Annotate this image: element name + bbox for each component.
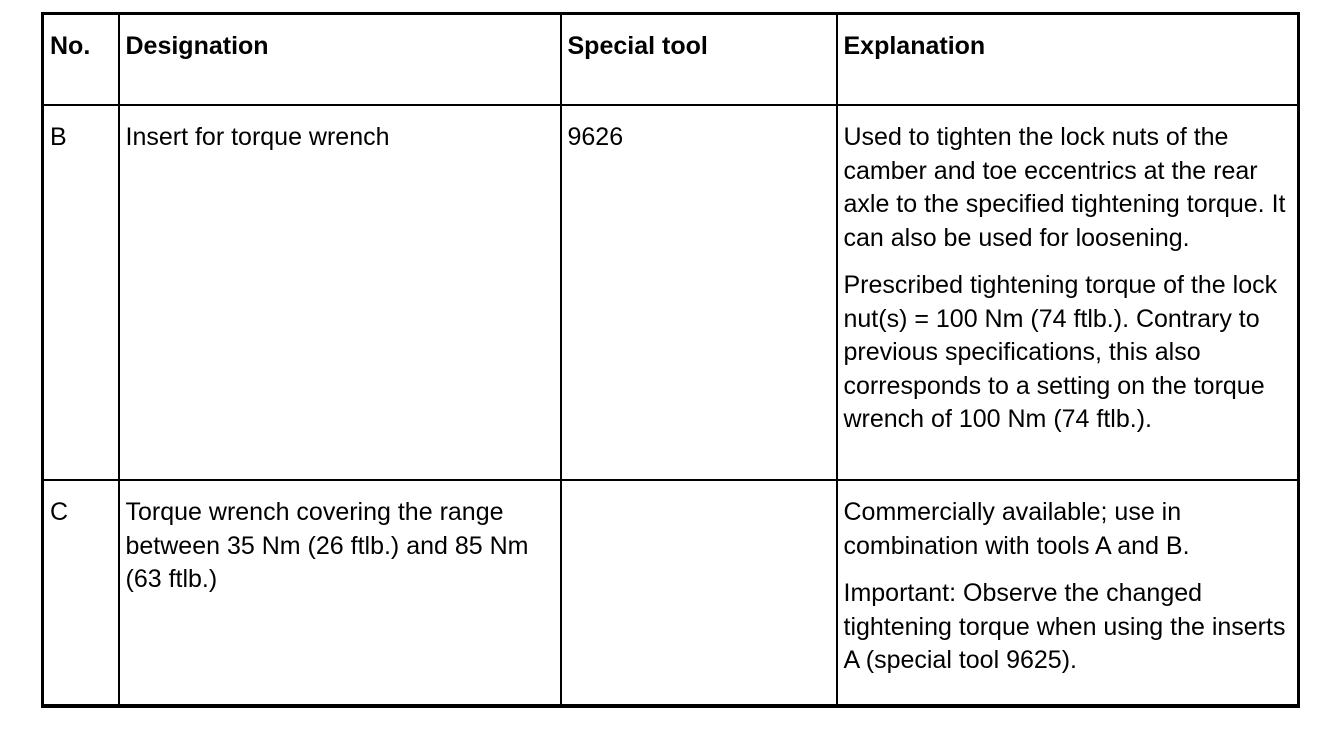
header-no: No. [43, 14, 119, 106]
cell-no: B [43, 105, 119, 480]
explanation-paragraph: Commercially available; use in combination with tools A and B. [843, 498, 1190, 560]
explanation-paragraph: Prescribed tightening torque of the lock nut(s) = 100 Nm (74 ftlb.). Contrary to previous specifications, this also corresponds to a setting on the torque wrench of 100 Nm (74 ftlb.). [843, 271, 1278, 433]
header-explanation: Explanation [837, 14, 1299, 106]
header-special-tool: Special tool [561, 14, 837, 106]
cell-special-tool: 9626 [561, 105, 837, 480]
cell-special-tool [561, 480, 837, 706]
cell-no: C [43, 480, 119, 706]
cell-designation: Insert for torque wrench [119, 105, 561, 480]
explanation-paragraph: Used to tighten the lock nuts of the camber and toe eccentrics at the rear axle to the specified tightening torque. It can also be used for loosening. [843, 123, 1286, 252]
table-header-row [43, 14, 1299, 106]
header-designation: Designation [119, 14, 561, 106]
special-tools-table [41, 12, 1300, 708]
cell-designation: Torque wrench covering the range between 35 Nm (26 ftlb.) and 85 Nm (63 ftlb.) [119, 480, 561, 706]
table-row [43, 480, 1299, 706]
cell-explanation [837, 105, 1299, 480]
table-row [43, 105, 1299, 480]
explanation-paragraph: Important: Observe the changed tightening torque when using the inserts A (special tool 9625). [843, 579, 1286, 674]
cell-explanation [837, 480, 1299, 706]
